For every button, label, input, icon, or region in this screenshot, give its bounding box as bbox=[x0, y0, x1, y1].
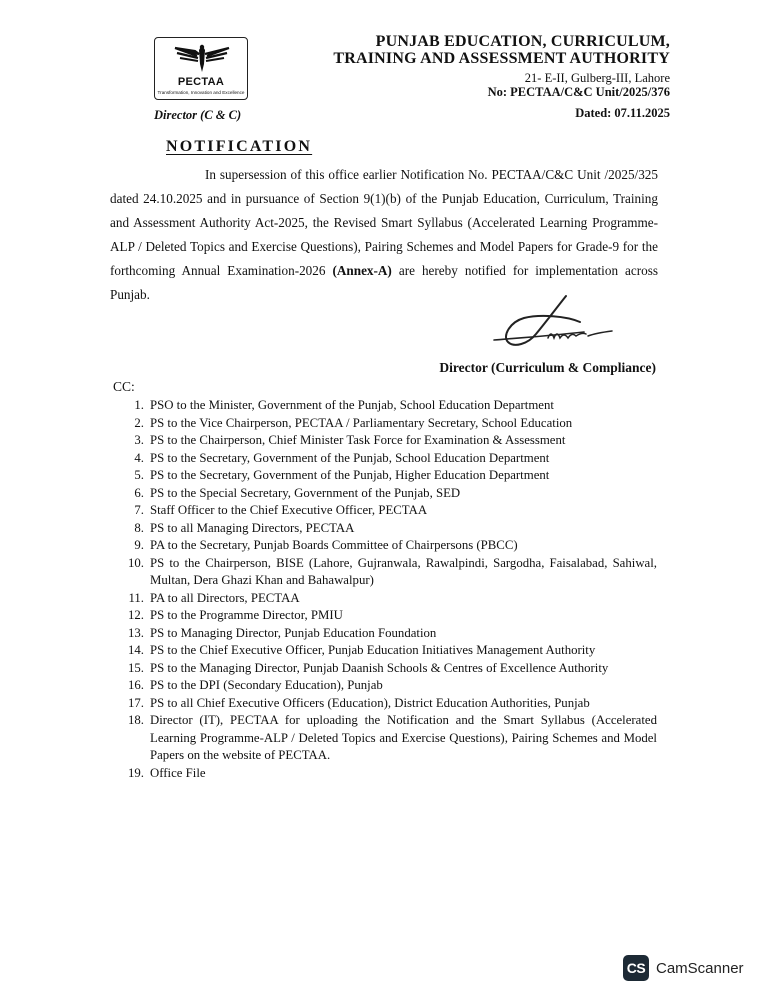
cc-list-item bbox=[112, 607, 657, 625]
cc-item-number: 15. bbox=[128, 660, 144, 675]
cc-item-text: PS to the Special Secretary, Government of the Punjab, SED bbox=[150, 485, 461, 500]
cc-list-item bbox=[112, 712, 657, 765]
camscanner-watermark bbox=[623, 955, 744, 981]
handwritten-signature bbox=[488, 292, 628, 356]
cc-item-number: 3. bbox=[134, 433, 144, 447]
authority-line-1: PUNJAB EDUCATION, CURRICULUM, bbox=[375, 33, 670, 50]
logo-tagline: Transformation, Innovation and Excellence bbox=[157, 90, 245, 95]
cc-item-text: PS to all Managing Directors, PECTAA bbox=[150, 520, 355, 535]
authority-line-2: TRAINING AND ASSESSMENT AUTHORITY bbox=[333, 50, 670, 67]
reference-number: No: PECTAA/C&C Unit/2025/376 bbox=[487, 85, 670, 99]
cc-item-text: PS to the Chief Executive Officer, Punjab Education Initiatives Management Authority bbox=[150, 643, 596, 657]
cc-list-item bbox=[112, 415, 657, 433]
cc-item-number: 13. bbox=[128, 625, 144, 640]
cc-item-number: 4. bbox=[134, 450, 144, 465]
cc-list-item bbox=[112, 485, 657, 503]
cc-item-text: PS to the Chairperson, BISE (Lahore, Gujranwala, Rawalpindi, Sargodha, Faisalabad, Sahiwal, Multan, Dera Ghazi Khan and Bahawalpur) bbox=[150, 555, 657, 587]
cc-list-item bbox=[112, 432, 657, 450]
cc-item-number: 17. bbox=[128, 695, 144, 710]
cc-item-text: PS to the DPI (Secondary Education), Punjab bbox=[150, 678, 383, 692]
cc-item-number: 16. bbox=[128, 678, 144, 692]
issue-date: Dated: 07.11.2025 bbox=[575, 106, 670, 120]
cc-list-item bbox=[112, 590, 657, 608]
signatory-title: Director (Curriculum & Compliance) bbox=[439, 360, 656, 375]
cc-item-text: Director (IT), PECTAA for uploading the Notification and the Smart Syllabus (Accelerated Learning Programme-ALP / Deleted Topics and Exercise Questions), Pairing Schemes and Model Papers on the website of PECTAA. bbox=[150, 713, 657, 762]
cc-list-item bbox=[112, 695, 657, 713]
cc-item-text: Staff Officer to the Chief Executive Officer, PECTAA bbox=[150, 503, 428, 517]
cc-list-item bbox=[112, 660, 657, 678]
notification-body bbox=[110, 163, 658, 307]
cc-item-number: 5. bbox=[134, 468, 144, 482]
cc-item-number: 8. bbox=[134, 520, 144, 535]
cc-list-item bbox=[112, 397, 657, 415]
cc-list-item bbox=[112, 520, 657, 538]
cc-item-number: 1. bbox=[134, 398, 144, 412]
camscanner-badge-icon: CS bbox=[623, 955, 649, 981]
cc-list-item bbox=[112, 765, 657, 783]
cc-list-item bbox=[112, 467, 657, 485]
cc-label: CC: bbox=[113, 379, 135, 394]
director-label: Director (C & C) bbox=[154, 108, 242, 122]
cc-item-text: PS to the Vice Chairperson, PECTAA / Parliamentary Secretary, School Education bbox=[150, 415, 573, 430]
cc-item-text: PS to the Managing Director, Punjab Daanish Schools & Centres of Excellence Authority bbox=[150, 660, 609, 675]
cc-item-text: PS to the Secretary, Government of the Punjab, Higher Education Department bbox=[150, 468, 550, 482]
cc-list-item bbox=[112, 537, 657, 555]
cc-list bbox=[112, 397, 657, 782]
cc-item-text: PA to all Directors, PECTAA bbox=[150, 590, 300, 605]
cc-item-number: 11. bbox=[128, 590, 144, 605]
eagle-emblem-icon bbox=[173, 42, 231, 74]
cc-item-text: PA to the Secretary, Punjab Boards Committee of Chairpersons (PBCC) bbox=[150, 538, 518, 552]
camscanner-label: CamScanner bbox=[656, 959, 744, 977]
cc-item-number: 9. bbox=[134, 538, 144, 552]
cc-item-text: PSO to the Minister, Government of the Punjab, School Education Department bbox=[150, 398, 554, 412]
body-end-text: are hereby notified for implementation across Punjab. bbox=[110, 263, 659, 302]
cc-item-number: 7. bbox=[134, 503, 144, 517]
cc-item-number: 12. bbox=[128, 608, 144, 622]
cc-item-text: Office File bbox=[150, 765, 206, 780]
notification-title: NOTIFICATION bbox=[166, 138, 313, 155]
cc-item-text: PS to Managing Director, Punjab Education Foundation bbox=[150, 625, 437, 640]
body-main-text: In supersession of this office earlier Notification No. PECTAA/C&C Unit /2025/325 dated 24.10.2025 and in pursuance of Section 9(1)(b) of the Punjab Education, Curriculum, Training and Assessment Authority Act-2025, the Revised Smart Syllabus (Accelerated Learning Programme-ALP / Deleted Topics and Exercise Questions), Pairing Schemes and Model Papers for Grade-9 for the forthcoming Annual Examination-2026 bbox=[110, 167, 658, 278]
cc-item-number: 6. bbox=[134, 485, 144, 500]
cc-item-text: PS to the Programme Director, PMIU bbox=[150, 608, 343, 622]
authority-address: 21- E-II, Gulberg-III, Lahore bbox=[524, 71, 670, 85]
pectaa-logo bbox=[154, 37, 248, 100]
cc-item-text: PS to all Chief Executive Officers (Education), District Education Authorities, Punjab bbox=[150, 695, 590, 710]
cc-item-number: 19. bbox=[128, 765, 144, 780]
cc-list-item bbox=[112, 555, 657, 590]
body-annex: (Annex-A) bbox=[332, 263, 392, 278]
cc-list-item bbox=[112, 450, 657, 468]
cc-list-item bbox=[112, 677, 657, 695]
cc-list-item bbox=[112, 625, 657, 643]
cc-item-text: PS to the Secretary, Government of the Punjab, School Education Department bbox=[150, 450, 550, 465]
cc-item-number: 18. bbox=[128, 713, 144, 727]
cc-item-number: 14. bbox=[128, 643, 144, 657]
logo-name: PECTAA bbox=[177, 76, 225, 88]
cc-list-item bbox=[112, 642, 657, 660]
cc-item-number: 2. bbox=[134, 415, 144, 430]
cc-item-text: PS to the Chairperson, Chief Minister Task Force for Examination & Assessment bbox=[150, 433, 566, 447]
cc-item-number: 10. bbox=[128, 555, 144, 570]
cc-list-item bbox=[112, 502, 657, 520]
authority-title bbox=[333, 33, 670, 67]
